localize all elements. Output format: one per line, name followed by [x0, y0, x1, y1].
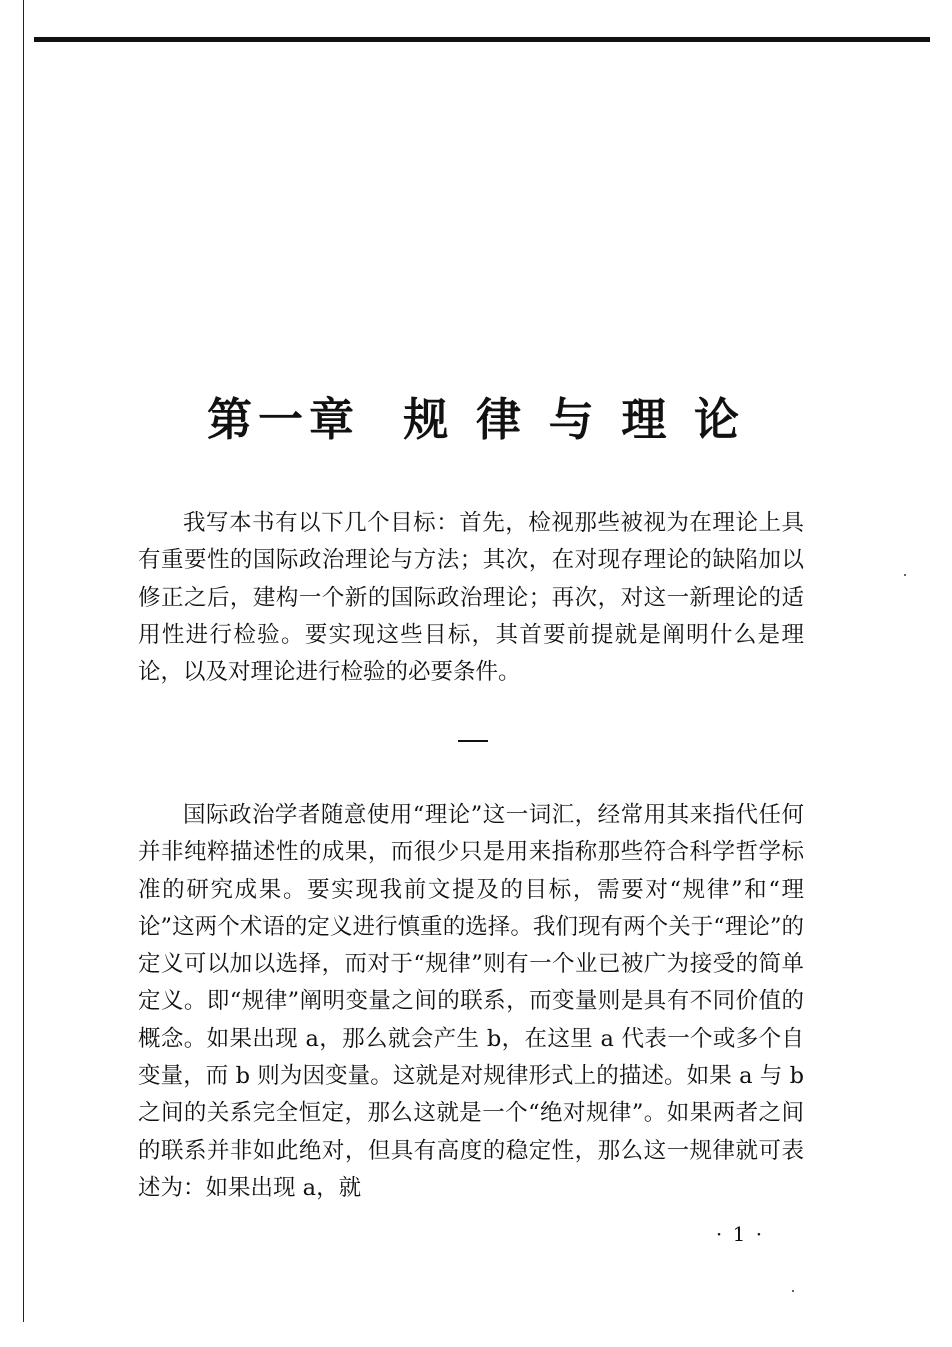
- page-number: · 1 ·: [715, 1222, 765, 1246]
- body-paragraph: 国际政治学者随意使用“理论”这一词汇，经常用其来指代任何并非纯粹描述性的成果，而很少只是用来指称那些符合科学哲学标准的研究成果。要实现我前文提及的目标，需要对“规律”和“理论”这两个术语的定义进行慎重的选择。我们现有两个关于“理论”的定义可以加以选择，而对于“规律”则有一个业已被广为接受的简单定义。即“规律”阐明变量之间的联系，而变量则是具有不同价值的概念。如果出现 a，那么就会产生 b，在这里 a 代表一个或多个自变量，而 b 则为因变量。这就是对规律形式上的描述。如果 a 与 b 之间的关系完全恒定，那么这就是一个“绝对规律”。如果两者之间的联系并非如此绝对，但具有高度的稳定性，那么这一规律就可表述为：如果出现 a，就: [138, 802, 804, 1201]
- intro-paragraph: 我写本书有以下几个目标：首先，检视那些被视为在理论上具有重要性的国际政治理论与方法；其次，在对现存理论的缺陷加以修正之后，建构一个新的国际政治理论；再次，对这一新理论的适用性进行检验。要实现这些目标，其首要前提就是阐明什么是理论，以及对理论进行检验的必要条件。: [138, 510, 804, 686]
- chapter-title: 第一章 规 律 与 理 论: [207, 393, 745, 446]
- section-number: [458, 729, 488, 751]
- scan-speck: [904, 574, 906, 576]
- scan-speck: [792, 1290, 794, 1292]
- header-rule: [34, 37, 930, 42]
- section-number-glyph: [458, 740, 488, 742]
- page-left-edge-line: [23, 0, 24, 1322]
